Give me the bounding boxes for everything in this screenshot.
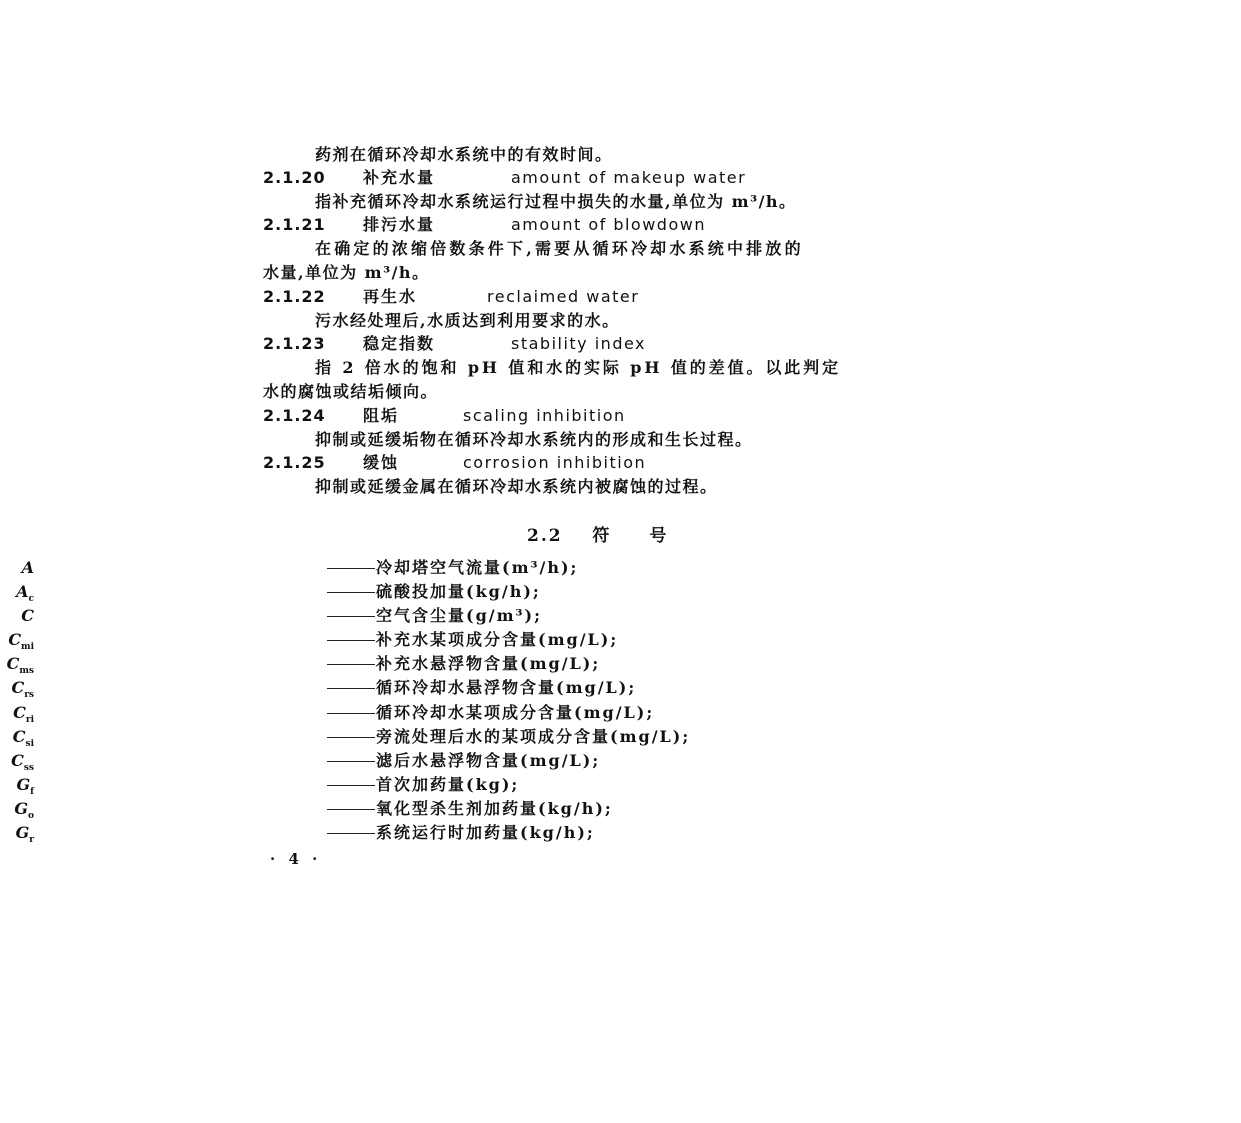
symbol: $C_{ri}$	[13, 703, 34, 726]
symbol-description: 补充水悬浮物含量(mg/L);	[376, 654, 601, 673]
symbol: $C_{mi}$	[8, 630, 34, 653]
term-en: scaling inhibition	[463, 406, 626, 425]
symbol-row	[0, 605, 900, 627]
symbol: A	[21, 558, 34, 577]
symbol-row	[0, 653, 900, 675]
term-number: 2.1.22	[263, 287, 326, 306]
symbol-row	[0, 629, 900, 651]
symbol-row	[0, 774, 900, 796]
symbol-row	[0, 677, 900, 699]
term-heading	[263, 215, 706, 235]
symbol-row	[0, 581, 900, 603]
symbol-description: 空气含尘量(g/m³);	[376, 606, 543, 625]
symbol-row	[0, 798, 900, 820]
symbol-description: 系统运行时加药量(kg/h);	[376, 823, 595, 842]
symbol-description: 硫酸投加量(kg/h);	[376, 582, 541, 601]
page-number: · 4 ·	[270, 850, 322, 868]
term-definition: 指 2 倍水的饱和 pH 值和水的实际 pH 值的差值。以此判定	[315, 358, 841, 377]
section-title-char: 号	[649, 526, 669, 546]
term-en: amount of blowdown	[511, 215, 706, 234]
term-zh: 补充水量	[363, 168, 436, 187]
symbol: $C_{ms}$	[6, 654, 34, 677]
symbol-row	[0, 557, 900, 579]
term-heading	[263, 287, 639, 307]
dash	[327, 592, 375, 593]
symbol: $A_c$	[16, 582, 34, 605]
symbol-row	[0, 750, 900, 772]
section-title-char: 符	[592, 526, 612, 546]
symbol-row	[0, 822, 900, 844]
term-definition: 抑制或延缓垢物在循环冷却水系统内的形成和生长过程。	[315, 430, 753, 449]
term-definition: 指补充循环冷却水系统运行过程中损失的水量,单位为 m³/h。	[315, 192, 797, 211]
dash	[327, 809, 375, 810]
dash	[327, 785, 375, 786]
term-heading	[263, 453, 646, 473]
dash	[327, 713, 375, 714]
term-definition: 抑制或延缓金属在循环冷却水系统内被腐蚀的过程。	[315, 477, 718, 496]
term-number: 2.1.21	[263, 215, 326, 234]
term-definition: 污水经处理后,水质达到利用要求的水。	[315, 311, 620, 330]
term-en: stability index	[511, 334, 647, 353]
symbol: $C_{rs}$	[11, 678, 34, 701]
symbol-description: 循环冷却水悬浮物含量(mg/L);	[376, 678, 637, 697]
symbol-row	[0, 726, 900, 748]
symbol: $C_{si}$	[12, 727, 34, 750]
term-zh: 缓蚀	[363, 453, 400, 472]
symbol-description: 冷却塔空气流量(m³/h);	[376, 558, 579, 577]
symbol: $C_{ss}$	[11, 751, 34, 774]
term-number: 2.1.20	[263, 168, 326, 187]
term-definition: 水的腐蚀或结垢倾向。	[263, 382, 439, 401]
symbol-row	[0, 702, 900, 724]
term-en: corrosion inhibition	[463, 453, 647, 472]
dash	[327, 664, 375, 665]
symbol-description: 氧化型杀生剂加药量(kg/h);	[376, 799, 613, 818]
dash	[327, 640, 375, 641]
dash	[327, 737, 375, 738]
term-zh: 阻垢	[363, 406, 400, 425]
symbol: C	[21, 606, 34, 625]
dash	[327, 761, 375, 762]
term-zh: 再生水	[363, 287, 418, 306]
symbol-description: 滤后水悬浮物含量(mg/L);	[376, 751, 601, 770]
dash	[327, 688, 375, 689]
symbol: $G_o$	[14, 799, 34, 822]
term-zh: 稳定指数	[363, 334, 436, 353]
term-heading	[263, 168, 746, 188]
term-number: 2.1.25	[263, 453, 326, 472]
continuation-text: 药剂在循环冷却水系统中的有效时间。	[315, 145, 613, 164]
dash	[327, 616, 375, 617]
term-heading	[263, 334, 646, 354]
symbol-description: 旁流处理后水的某项成分含量(mg/L);	[376, 727, 691, 746]
term-number: 2.1.24	[263, 406, 326, 425]
symbol: $G_f$	[16, 775, 34, 798]
term-definition: 水量,单位为 m³/h。	[263, 263, 430, 282]
term-en: reclaimed water	[487, 287, 640, 306]
symbol-description: 补充水某项成分含量(mg/L);	[376, 630, 619, 649]
symbol-description: 首次加药量(kg);	[376, 775, 520, 794]
dash	[327, 568, 375, 569]
term-heading	[263, 406, 626, 426]
term-zh: 排污水量	[363, 215, 436, 234]
term-number: 2.1.23	[263, 334, 326, 353]
symbol-description: 循环冷却水某项成分含量(mg/L);	[376, 703, 655, 722]
term-en: amount of makeup water	[511, 168, 747, 187]
section-number: 2.2	[527, 526, 563, 546]
symbol: $G_r$	[15, 823, 34, 846]
section-heading	[527, 521, 668, 546]
dash	[327, 833, 375, 834]
term-definition: 在确定的浓缩倍数条件下,需要从循环冷却水系统中排放的	[315, 239, 804, 258]
